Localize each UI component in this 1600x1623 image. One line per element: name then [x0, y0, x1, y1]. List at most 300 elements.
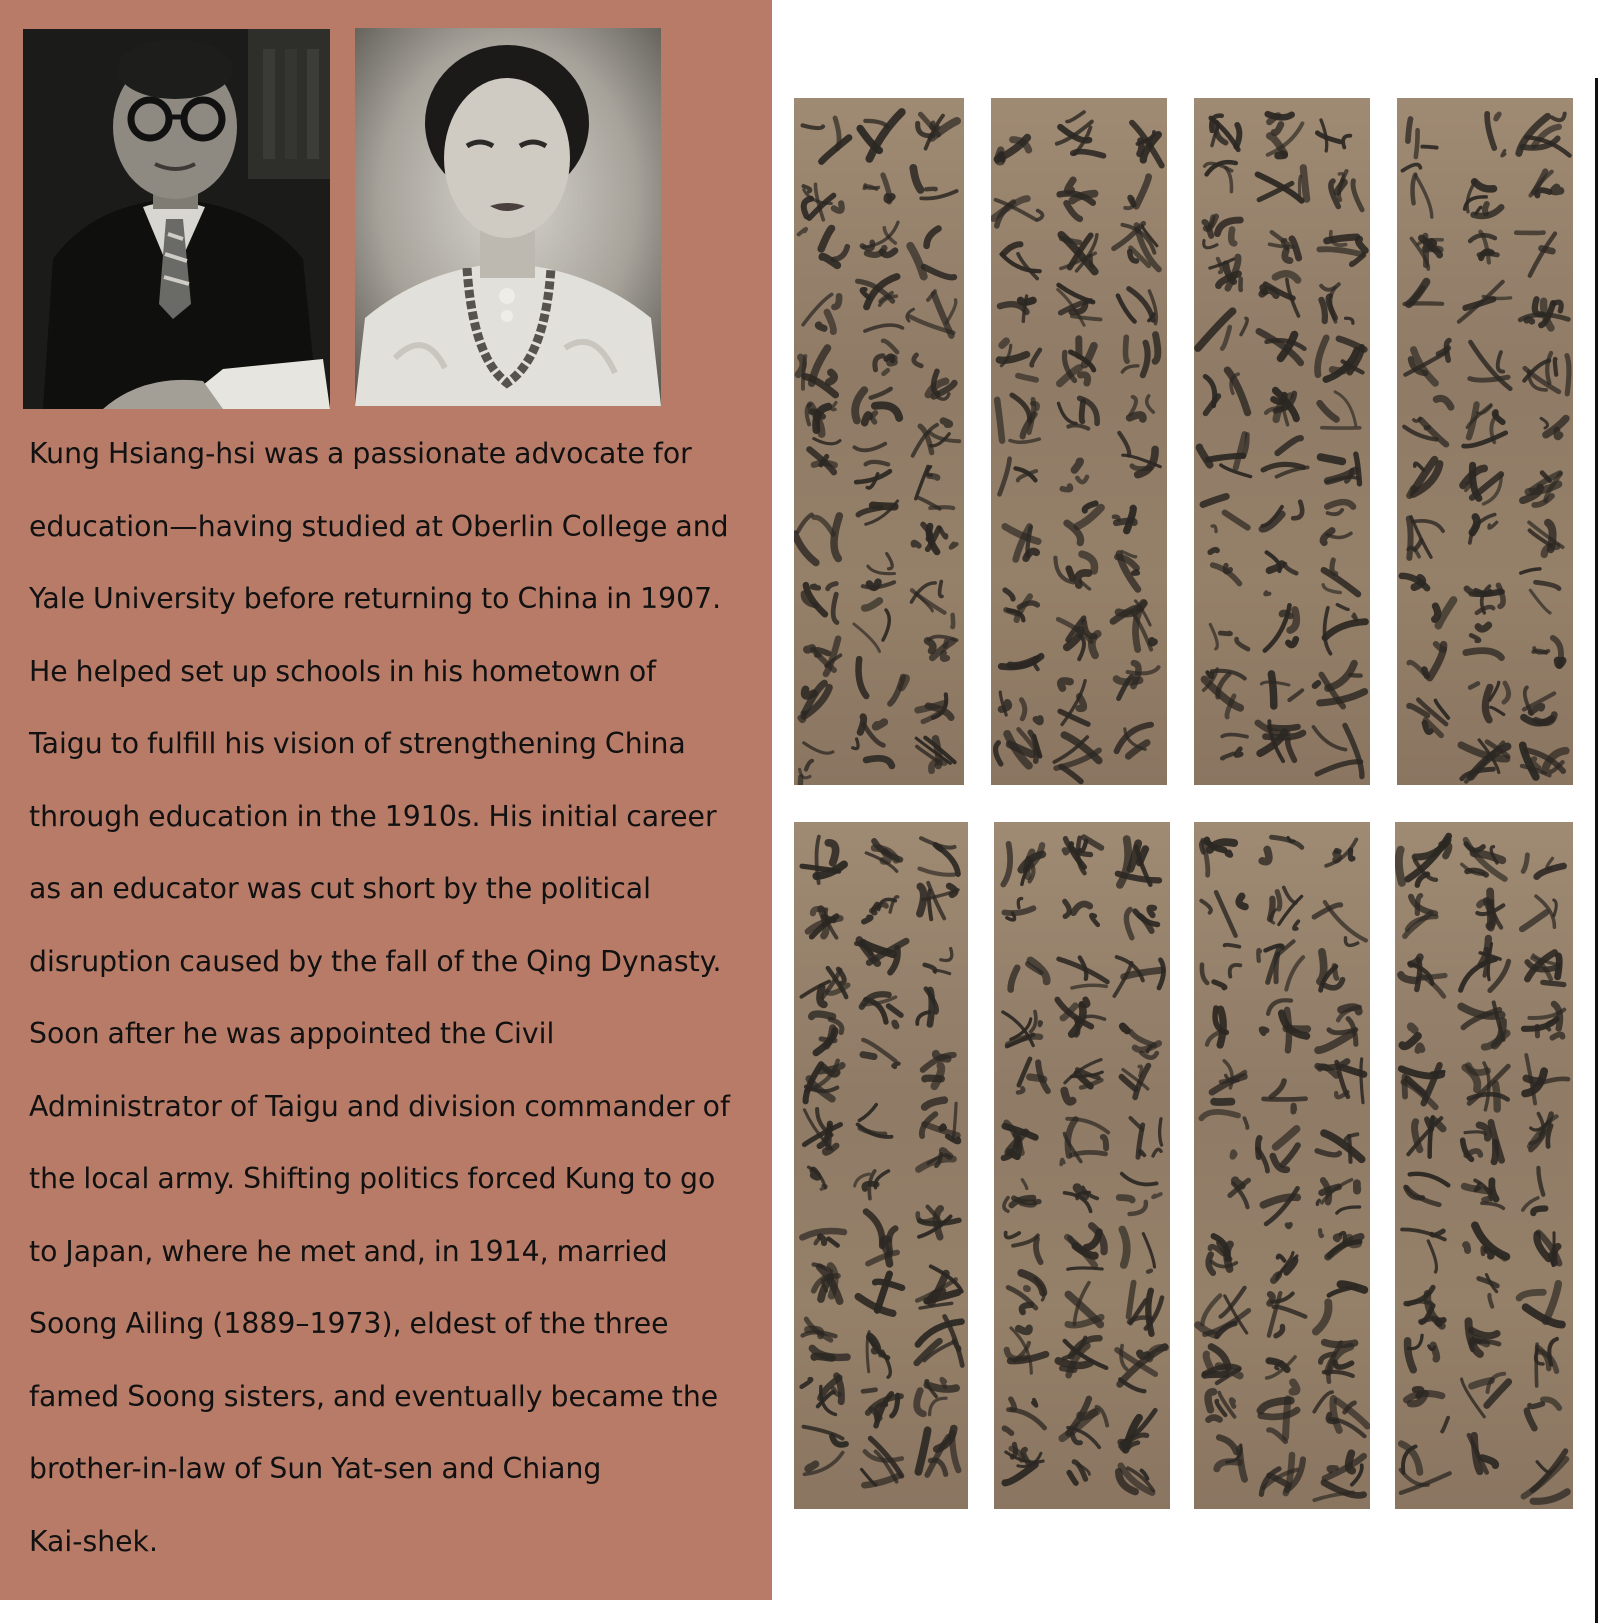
- calligraphy-panel-3: [1194, 98, 1370, 785]
- calligraphy-glyph: [1464, 1180, 1503, 1208]
- calligraphy-glyph: [917, 1266, 962, 1308]
- calligraphy-glyph: [1262, 274, 1299, 316]
- calligraphy-glyph: [1521, 569, 1559, 613]
- calligraphy-glyph: [1199, 434, 1250, 477]
- calligraphy-strokes: [1397, 98, 1573, 785]
- calligraphy-glyph: [925, 949, 952, 974]
- calligraphy-glyph: [1319, 232, 1365, 265]
- portrait-kung-drawing: [23, 29, 330, 409]
- calligraphy-glyph: [1470, 515, 1497, 543]
- calligraphy-glyph: [1058, 1338, 1106, 1376]
- biography-text: [29, 418, 774, 1578]
- calligraphy-glyph: [1061, 235, 1097, 272]
- calligraphy-glyph: [803, 294, 839, 331]
- calligraphy-glyph: [1466, 1225, 1507, 1259]
- calligraphy-glyph: [798, 348, 835, 395]
- calligraphy-glyph: [1259, 331, 1305, 363]
- calligraphy-glyph: [916, 466, 953, 508]
- calligraphy-panel-5: [794, 822, 968, 1509]
- calligraphy-glyph: [922, 1100, 959, 1142]
- calligraphy-glyph: [799, 229, 848, 266]
- calligraphy-glyph: [1467, 585, 1503, 613]
- bio-line: He helped set up schools in his hometown of: [29, 654, 657, 688]
- calligraphy-glyph: [993, 199, 1042, 226]
- calligraphy-glyph: [1264, 1081, 1306, 1112]
- calligraphy-glyph: [1117, 551, 1138, 589]
- calligraphy-glyph: [1408, 119, 1437, 157]
- calligraphy-glyph: [1209, 1236, 1237, 1273]
- calligraphy-glyph: [1055, 554, 1094, 589]
- calligraphy-glyph: [1068, 1283, 1101, 1326]
- calligraphy-glyph: [1524, 1004, 1564, 1038]
- calligraphy-glyph: [1317, 1133, 1362, 1162]
- calligraphy-glyph: [1211, 116, 1240, 150]
- bio-line: Kung Hsiang-hsi was a passionate advocate for: [29, 437, 692, 470]
- calligraphy-glyph: [923, 1054, 954, 1086]
- calligraphy-glyph: [1479, 1275, 1497, 1307]
- calligraphy-glyph: [1326, 839, 1356, 865]
- calligraphy-glyph: [1524, 1451, 1568, 1501]
- calligraphy-glyph: [1314, 1453, 1364, 1500]
- calligraphy-glyph: [1122, 1230, 1154, 1272]
- calligraphy-glyph: [1011, 960, 1047, 989]
- calligraphy-glyph: [867, 1332, 890, 1378]
- calligraphy-glyph: [1314, 902, 1366, 945]
- calligraphy-glyph: [1465, 1063, 1508, 1110]
- left-panel: [0, 0, 772, 1600]
- calligraphy-strokes: [794, 822, 968, 1509]
- calligraphy-glyph: [863, 1390, 901, 1426]
- bio-line: Yale University before returning to China in 1907.: [29, 582, 722, 615]
- calligraphy-glyph: [1409, 644, 1444, 678]
- bio-line: through education in the 1910s. His initial career: [29, 799, 717, 833]
- calligraphy-glyph: [1116, 663, 1158, 698]
- calligraphy-glyph: [802, 1231, 844, 1245]
- calligraphy-glyph: [1207, 1008, 1226, 1045]
- calligraphy-glyph: [1060, 339, 1094, 384]
- calligraphy-panel-6: [994, 822, 1170, 1509]
- calligraphy-glyph: [1318, 1007, 1360, 1050]
- calligraphy-glyph: [1316, 1284, 1364, 1331]
- calligraphy-glyph: [1131, 1118, 1162, 1157]
- calligraphy-glyph: [1469, 1321, 1499, 1354]
- calligraphy-glyph: [1230, 1180, 1248, 1207]
- calligraphy-glyph: [800, 683, 829, 720]
- calligraphy-glyph: [999, 341, 1040, 380]
- calligraphy-glyph: [1462, 840, 1505, 879]
- calligraphy-glyph: [1523, 473, 1561, 505]
- calligraphy-glyph: [1320, 1230, 1361, 1257]
- calligraphy-glyph: [1331, 171, 1362, 210]
- calligraphy-glyph: [1320, 392, 1360, 428]
- calligraphy-glyph: [1057, 112, 1104, 156]
- calligraphy-glyph: [1069, 1462, 1089, 1483]
- calligraphy-glyph: [1122, 335, 1158, 376]
- calligraphy-glyph: [1314, 725, 1362, 776]
- calligraphy-glyph: [1402, 1229, 1445, 1272]
- calligraphy-glyph: [1067, 503, 1101, 542]
- calligraphy-glyph: [1533, 638, 1562, 666]
- calligraphy-glyph: [1118, 289, 1156, 324]
- calligraphy-glyph: [1266, 390, 1296, 424]
- calligraphy-glyph: [1321, 454, 1360, 484]
- calligraphy-glyph: [1409, 700, 1448, 736]
- calligraphy-glyph: [918, 114, 957, 148]
- calligraphy-glyph: [862, 994, 901, 1026]
- calligraphy-glyph: [1321, 284, 1353, 323]
- calligraphy-glyph: [1477, 891, 1503, 927]
- calligraphy-glyph: [1114, 957, 1163, 996]
- calligraphy-glyph: [1265, 605, 1297, 650]
- calligraphy-panel-7: [1194, 822, 1370, 1509]
- calligraphy-glyph: [807, 639, 841, 674]
- calligraphy-glyph: [1318, 338, 1365, 380]
- calligraphy-glyph: [1317, 1180, 1359, 1213]
- calligraphy-glyph: [1060, 180, 1095, 219]
- calligraphy-glyph: [1057, 1000, 1104, 1036]
- portrait-kung-hsiang-hsi: [23, 29, 330, 409]
- calligraphy-glyph: [1119, 433, 1160, 475]
- calligraphy-glyph: [1461, 740, 1508, 782]
- calligraphy-glyph: [1320, 952, 1343, 990]
- calligraphy-glyph: [1270, 888, 1302, 929]
- calligraphy-glyph: [1198, 1288, 1249, 1337]
- calligraphy-glyph: [1000, 296, 1033, 321]
- calligraphy-glyph: [1005, 527, 1038, 560]
- calligraphy-glyph: [1463, 1122, 1502, 1161]
- calligraphy-glyph: [1410, 460, 1440, 496]
- calligraphy-glyph: [1262, 837, 1302, 861]
- bio-line: Soong Ailing (1889–1973), eldest of the three: [29, 1307, 669, 1340]
- calligraphy-glyph: [866, 1212, 897, 1264]
- calligraphy-glyph: [1123, 1026, 1159, 1058]
- calligraphy-panel-4: [1397, 98, 1573, 785]
- calligraphy-glyph: [1258, 1129, 1298, 1171]
- calligraphy-glyph: [1210, 624, 1248, 649]
- bio-line: to Japan, where he met and, in 1914, married: [29, 1234, 668, 1268]
- calligraphy-glyph: [1064, 1060, 1102, 1102]
- calligraphy-glyph: [928, 636, 957, 658]
- calligraphy-glyph: [1267, 1357, 1297, 1392]
- calligraphy-glyph: [1529, 522, 1563, 554]
- calligraphy-glyph: [1132, 123, 1162, 166]
- calligraphy-glyph: [1268, 114, 1303, 156]
- calligraphy-glyph: [862, 1438, 902, 1485]
- calligraphy-glyph: [856, 940, 906, 973]
- calligraphy-glyph: [914, 355, 955, 399]
- calligraphy-glyph: [920, 838, 959, 875]
- calligraphy-glyph: [1408, 1117, 1443, 1156]
- calligraphy-glyph: [1399, 836, 1449, 885]
- calligraphy-glyph: [1524, 353, 1569, 394]
- calligraphy-glyph: [1274, 1253, 1297, 1281]
- calligraphy-glyph: [1000, 692, 1040, 722]
- calligraphy-glyph: [1401, 1444, 1450, 1493]
- calligraphy-panel-1: [794, 98, 964, 785]
- calligraphy-glyph: [997, 138, 1028, 162]
- calligraphy-glyph: [801, 968, 848, 1004]
- calligraphy-glyph: [1405, 896, 1436, 937]
- calligraphy-glyph: [919, 1151, 954, 1170]
- calligraphy-strokes: [1395, 822, 1573, 1509]
- calligraphy-strokes: [794, 98, 964, 785]
- calligraphy-glyph: [1522, 896, 1556, 929]
- bio-line: disruption caused by the fall of the Qing Dynasty.: [29, 944, 722, 978]
- calligraphy-glyph: [863, 1040, 899, 1067]
- calligraphy-glyph: [808, 909, 841, 938]
- calligraphy-glyph: [862, 222, 898, 255]
- calligraphy-glyph: [1401, 1065, 1444, 1107]
- calligraphy-glyph: [1062, 1399, 1107, 1448]
- calligraphy-glyph: [1125, 177, 1148, 208]
- calligraphy-glyph: [1054, 735, 1099, 781]
- calligraphy-glyph: [855, 444, 890, 488]
- calligraphy-glyph: [1008, 1273, 1044, 1312]
- calligraphy-glyph: [1201, 840, 1234, 876]
- calligraphy-glyph: [1210, 257, 1241, 290]
- calligraphy-glyph: [1406, 1287, 1444, 1326]
- calligraphy-glyph: [1258, 941, 1303, 989]
- calligraphy-glyph: [1061, 1119, 1108, 1165]
- calligraphy-glyph: [1531, 171, 1561, 195]
- calligraphy-glyph: [1018, 1059, 1048, 1093]
- calligraphy-glyph: [1059, 958, 1108, 988]
- calligraphy-glyph: [800, 743, 833, 785]
- calligraphy-glyph: [1408, 517, 1443, 558]
- calligraphy-glyph: [1265, 552, 1296, 594]
- calligraphy-glyph: [1401, 957, 1445, 996]
- calligraphy-glyph: [858, 277, 897, 307]
- calligraphy-glyph: [996, 729, 1041, 765]
- calligraphy-glyph: [1201, 892, 1245, 936]
- calligraphy-glyph: [1005, 590, 1037, 620]
- calligraphy-glyph: [1523, 1168, 1546, 1213]
- calligraphy-strokes: [1194, 822, 1370, 1509]
- calligraphy-strokes: [1194, 98, 1370, 785]
- calligraphy-glyph: [1258, 168, 1307, 201]
- calligraphy-glyph: [1323, 502, 1353, 543]
- bio-line: Soon after he was appointed the Civil: [29, 1017, 555, 1050]
- calligraphy-glyph: [1222, 735, 1247, 759]
- calligraphy-glyph: [1212, 1061, 1245, 1102]
- calligraphy-glyph: [1065, 901, 1098, 925]
- calligraphy-glyph: [1323, 560, 1358, 594]
- calligraphy-glyph: [1122, 1066, 1149, 1098]
- calligraphy-glyph: [1001, 656, 1041, 669]
- calligraphy-glyph: [1269, 1293, 1305, 1336]
- calligraphy-glyph: [1004, 1123, 1036, 1158]
- calligraphy-glyph: [913, 525, 956, 552]
- calligraphy-glyph: [858, 1274, 902, 1313]
- calligraphy-glyph: [916, 738, 954, 771]
- calligraphy-glyph: [918, 1207, 959, 1237]
- calligraphy-glyph: [812, 1014, 842, 1053]
- calligraphy-glyph: [1405, 341, 1449, 384]
- calligraphy-glyph: [855, 389, 899, 423]
- calligraphy-strokes: [994, 822, 1170, 1509]
- calligraphy-glyph: [1114, 224, 1159, 270]
- calligraphy-glyph: [858, 501, 897, 524]
- calligraphy-glyph: [913, 168, 956, 199]
- calligraphy-glyph: [907, 291, 956, 336]
- calligraphy-glyph: [1113, 601, 1154, 650]
- calligraphy-glyph: [1002, 244, 1040, 278]
- calligraphy-glyph: [1412, 236, 1443, 269]
- calligraphy-glyph: [1217, 1438, 1245, 1480]
- calligraphy-glyph: [1404, 282, 1442, 304]
- calligraphy-glyph: [1202, 945, 1240, 988]
- calligraphy-panel-8: [1395, 822, 1573, 1509]
- calligraphy-glyph: [1060, 681, 1088, 725]
- calligraphy-glyph: [1516, 233, 1555, 276]
- calligraphy-glyph: [806, 1061, 843, 1102]
- calligraphy-glyph: [1007, 1328, 1046, 1373]
- portrait-soong-drawing: [355, 28, 661, 406]
- calligraphy-glyph: [1270, 232, 1299, 261]
- calligraphy-glyph: [1465, 181, 1502, 216]
- calligraphy-glyph: [1537, 1233, 1559, 1266]
- calligraphy-glyph: [1114, 508, 1134, 530]
- calligraphy-glyph: [1119, 1466, 1154, 1493]
- calligraphy-glyph: [1541, 418, 1566, 437]
- calligraphy-glyph: [1262, 1000, 1308, 1050]
- bio-line: education—having studied at Oberlin College and: [29, 509, 729, 543]
- calligraphy-glyph: [803, 1319, 848, 1358]
- bio-line: Kai-shek.: [29, 1524, 158, 1558]
- calligraphy-glyph: [1261, 1455, 1303, 1494]
- calligraphy-glyph: [1520, 299, 1568, 328]
- calligraphy-glyph: [865, 325, 903, 374]
- calligraphy-glyph: [1325, 605, 1366, 654]
- calligraphy-glyph: [807, 403, 840, 444]
- calligraphy-glyph: [859, 659, 907, 704]
- calligraphy-glyph: [1470, 232, 1497, 263]
- calligraphy-glyph: [1210, 550, 1239, 584]
- calligraphy-glyph: [1317, 120, 1350, 151]
- calligraphy-glyph: [917, 1317, 963, 1366]
- bio-line: as an educator was cut short by the political: [29, 872, 651, 905]
- calligraphy-glyph: [1126, 908, 1157, 938]
- calligraphy-glyph: [854, 601, 889, 652]
- calligraphy-glyph: [1121, 1410, 1156, 1450]
- bio-line: Administrator of Taigu and division commander of: [29, 1089, 730, 1123]
- calligraphy-glyph: [1519, 114, 1570, 156]
- calligraphy-glyph: [864, 897, 898, 922]
- calligraphy-glyph: [814, 1265, 840, 1302]
- calligraphy-glyph: [1117, 725, 1151, 757]
- calligraphy-glyph: [1205, 1347, 1240, 1383]
- calligraphy-glyph: [1406, 1389, 1448, 1431]
- calligraphy-glyph: [1403, 164, 1432, 217]
- calligraphy-glyph: [1487, 114, 1505, 156]
- calligraphy-glyph: [1205, 370, 1247, 413]
- calligraphy-glyph: [1406, 1174, 1449, 1205]
- calligraphy-glyph: [1527, 953, 1564, 985]
- calligraphy-glyph: [1119, 1174, 1161, 1214]
- bio-line: the local army. Shifting politics forced Kung to go: [29, 1162, 716, 1195]
- calligraphy-glyph: [1198, 311, 1247, 348]
- calligraphy-glyph: [866, 841, 900, 871]
- calligraphy-glyph: [802, 837, 844, 884]
- calligraphy-glyph: [918, 694, 951, 721]
- calligraphy-glyph: [1466, 625, 1502, 658]
- calligraphy-glyph: [1469, 1435, 1496, 1472]
- calligraphy-glyph: [809, 449, 834, 472]
- calligraphy-glyph: [1000, 459, 1037, 495]
- calligraphy-glyph: [1315, 663, 1365, 706]
- calligraphy-glyph: [1058, 618, 1097, 659]
- calligraphy-glyph: [1004, 1399, 1044, 1433]
- calligraphy-glyph: [1263, 1188, 1297, 1227]
- calligraphy-glyph: [864, 175, 892, 202]
- calligraphy-glyph: [1117, 1346, 1165, 1392]
- calligraphy-glyph: [1402, 1026, 1422, 1050]
- calligraphy-glyph: [1062, 461, 1087, 489]
- calligraphy-glyph: [1408, 1335, 1437, 1370]
- calligraphy-glyph: [1059, 398, 1098, 428]
- calligraphy-glyph: [1129, 1283, 1162, 1334]
- calligraphy-glyph: [1321, 1342, 1355, 1381]
- calligraphy-glyph: [855, 1171, 889, 1199]
- calligraphy-glyph: [803, 118, 849, 162]
- calligraphy-glyph: [1065, 837, 1102, 873]
- calligraphy-glyph: [853, 717, 892, 766]
- calligraphy-glyph: [809, 1167, 827, 1189]
- calligraphy-glyph: [1464, 404, 1506, 446]
- calligraphy-glyph: [1523, 855, 1563, 877]
- calligraphy-glyph: [1536, 1339, 1557, 1386]
- calligraphy-glyph: [1003, 1012, 1041, 1047]
- calligraphy-glyph: [1005, 898, 1034, 919]
- calligraphy-glyph: [795, 515, 840, 563]
- calligraphy-glyph: [1262, 502, 1302, 529]
- calligraphy-glyph: [1208, 1392, 1234, 1420]
- calligraphy-glyph: [1318, 1059, 1364, 1103]
- calligraphy-glyph: [1461, 1002, 1507, 1047]
- calligraphy-glyph: [1005, 1444, 1043, 1483]
- calligraphy-glyph: [1463, 465, 1501, 504]
- calligraphy-glyph: [1203, 496, 1248, 531]
- calligraphy-glyph: [1258, 721, 1303, 761]
- calligraphy-glyph: [804, 1427, 846, 1475]
- calligraphy-glyph: [1067, 1226, 1104, 1270]
- calligraphy-glyph: [917, 989, 936, 1025]
- calligraphy-glyph: [1201, 1112, 1247, 1157]
- calligraphy-glyph: [860, 112, 902, 159]
- calligraphy-glyph: [1261, 674, 1302, 706]
- calligraphy-glyph: [1470, 342, 1511, 389]
- calligraphy-glyph: [997, 395, 1039, 442]
- calligraphy-glyph: [1130, 396, 1154, 419]
- calligraphy-glyph: [804, 184, 842, 220]
- calligraphy-strokes: [991, 98, 1167, 785]
- calligraphy-glyph: [1522, 745, 1566, 777]
- calligraphy-glyph: [1527, 1399, 1559, 1428]
- calligraphy-glyph: [804, 1109, 840, 1153]
- calligraphy-glyph: [1058, 285, 1101, 325]
- bio-line: brother-in-law of Sun Yat-sen and Chiang: [29, 1452, 602, 1485]
- calligraphy-glyph: [1524, 688, 1555, 723]
- calligraphy-glyph: [1003, 844, 1042, 885]
- calligraphy-glyph: [913, 421, 960, 456]
- calligraphy-glyph: [1065, 1187, 1098, 1211]
- calligraphy-glyph: [803, 584, 836, 623]
- calligraphy-glyph: [1204, 669, 1245, 717]
- calligraphy-glyph: [858, 1105, 892, 1137]
- calligraphy-glyph: [1402, 576, 1454, 626]
- calligraphy-glyph: [911, 582, 953, 628]
- calligraphy-glyph: [863, 554, 895, 588]
